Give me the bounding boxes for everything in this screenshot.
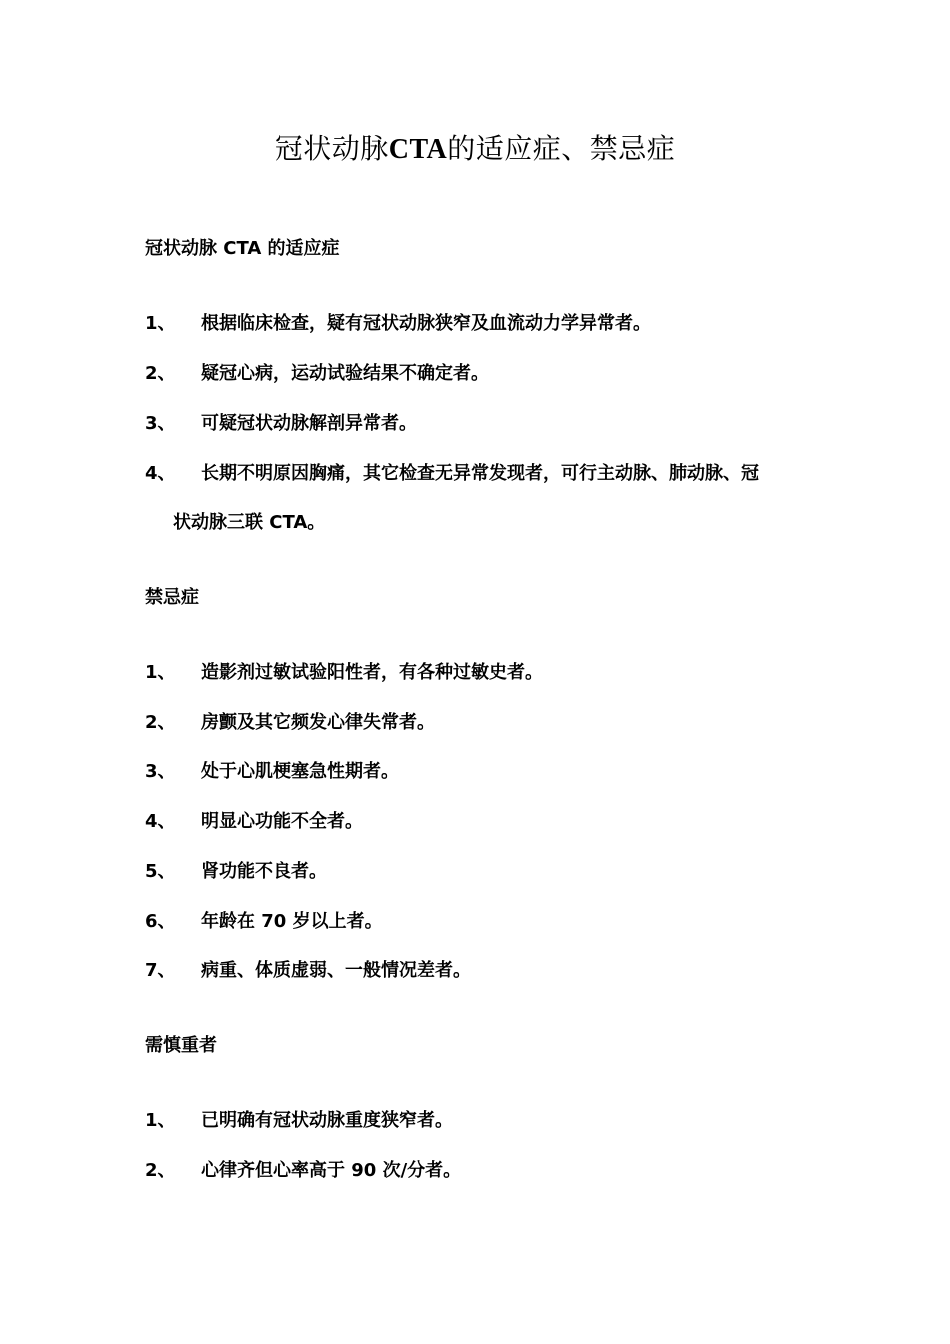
item-number: 2、: [145, 363, 176, 384]
item-text-continued: 状动脉三联 CTA。: [173, 512, 326, 533]
item-text: 疑冠心病，运动试验结果不确定者。: [201, 363, 489, 384]
title-suffix: 的适应症、禁忌症: [447, 132, 676, 165]
item-text: 造影剂过敏试验阳性者，有各种过敏史者。: [201, 662, 543, 683]
item-number: 3、: [145, 761, 176, 782]
item-text: 肾功能不良者。: [201, 861, 327, 882]
document-title: [0, 130, 950, 169]
item-number: 4、: [145, 811, 176, 832]
section-heading-contraindications: 禁忌症: [145, 587, 199, 608]
item-text: 根据临床检查，疑有冠状动脉狭窄及血流动力学异常者。: [201, 313, 651, 334]
item-number: 2、: [145, 1160, 176, 1181]
item-number: 6、: [145, 911, 176, 932]
item-text: 可疑冠状动脉解剖异常者。: [201, 413, 417, 434]
item-text: 已明确有冠状动脉重度狭窄者。: [201, 1110, 453, 1131]
item-number: 2、: [145, 712, 176, 733]
item-text: 年龄在 70 岁以上者。: [201, 911, 383, 932]
item-number: 3、: [145, 413, 176, 434]
item-text: 房颤及其它频发心律失常者。: [201, 712, 435, 733]
item-number: 1、: [145, 313, 176, 334]
item-text: 明显心功能不全者。: [201, 811, 363, 832]
item-number: 1、: [145, 1110, 176, 1131]
item-number: 1、: [145, 662, 176, 683]
section-heading-caution: 需慎重者: [145, 1035, 217, 1056]
item-text: 心律齐但心率高于 90 次/分者。: [201, 1160, 462, 1181]
item-text: 病重、体质虚弱、一般情况差者。: [201, 960, 471, 981]
item-number: 7、: [145, 960, 176, 981]
item-number: 5、: [145, 861, 176, 882]
item-text: 处于心肌梗塞急性期者。: [201, 761, 399, 782]
title-latin: CTA: [388, 134, 448, 165]
item-text: 长期不明原因胸痛，其它检查无异常发现者，可行主动脉、肺动脉、冠: [201, 463, 759, 484]
title-prefix: 冠状动脉: [274, 132, 389, 165]
section-heading-indications: 冠状动脉 CTA 的适应症: [145, 238, 340, 259]
item-number: 4、: [145, 463, 176, 484]
